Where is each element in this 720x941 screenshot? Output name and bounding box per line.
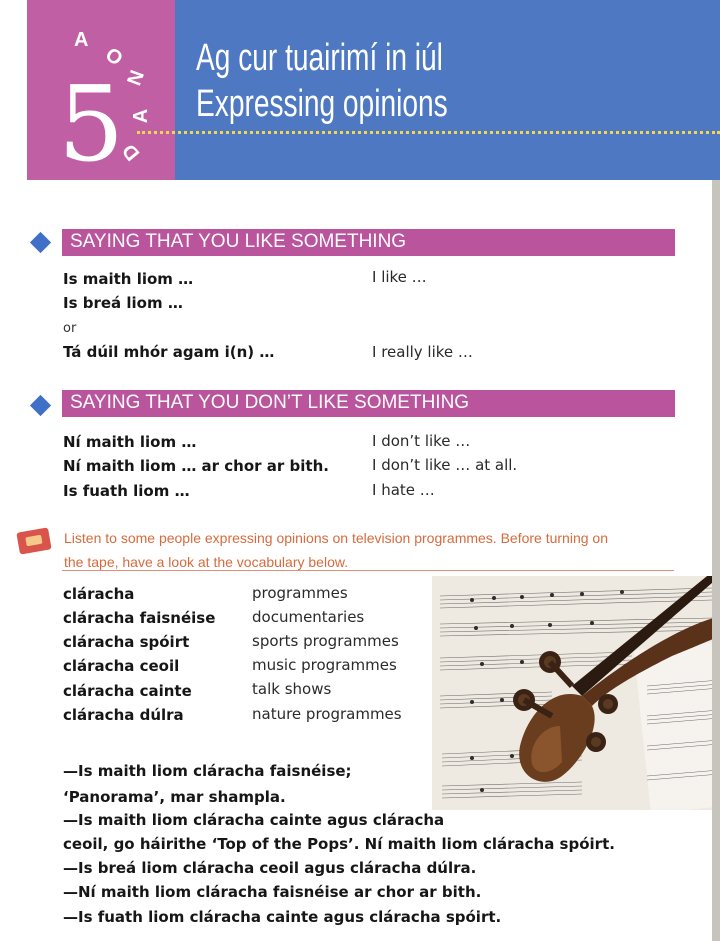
- dialogue-line: ‘Panorama’, mar shampla.: [63, 788, 286, 806]
- violin-sheet-music-image: [432, 576, 720, 810]
- vocab-irish: cláracha spóirt: [63, 633, 190, 651]
- dialogue-line: ceoil, go háirithe ‘Top of the Pops’. Ní maith liom cláracha spóirt.: [63, 835, 615, 853]
- instruction-line: the tape, have a look at the vocabulary below.: [64, 554, 349, 570]
- unit-title-english: Expressing opinions: [196, 83, 448, 125]
- phrase-connector: or: [63, 321, 77, 336]
- vocab-irish: cláracha ceoil: [63, 657, 180, 675]
- violin-on-sheet-music-illustration: [432, 576, 720, 810]
- vocab-english: talk shows: [252, 680, 332, 698]
- dialogue-line: —Is maith liom cláracha faisnéise;: [63, 762, 352, 780]
- phrase-english: I don’t like …: [372, 432, 471, 450]
- unit-header: [0, 0, 720, 185]
- dialogue-line: —Is fuath liom cláracha cainte agus cláracha spóirt.: [63, 908, 502, 926]
- dialogue-line: —Is breá liom cláracha ceoil agus cláracha dúlra.: [63, 859, 477, 877]
- phrase-irish: Is breá liom …: [63, 294, 183, 312]
- dialogue-line: —Is maith liom cláracha cainte agus cláracha: [63, 811, 445, 829]
- phrase-english: I like …: [372, 268, 427, 286]
- vocab-irish: cláracha cainte: [63, 682, 192, 700]
- section-heading-text: SAYING THAT YOU LIKE SOMETHING: [70, 231, 407, 252]
- cassette-tape-icon: [16, 527, 51, 554]
- phrase-irish: Ní maith liom …: [63, 433, 197, 451]
- phrase-irish: Is fuath liom …: [63, 482, 190, 500]
- instruction-underline: [62, 570, 674, 571]
- unit-word-letter: N: [123, 67, 150, 89]
- listening-instruction: [64, 526, 684, 574]
- vocab-english: programmes: [252, 584, 348, 602]
- vocab-irish: cláracha faisnéise: [63, 609, 216, 627]
- vocab-english: nature programmes: [252, 705, 402, 723]
- unit-number: 5: [58, 63, 125, 185]
- title-dotted-rule: [137, 131, 720, 134]
- unit-word-letter: A: [74, 29, 89, 51]
- phrase-english: I hate …: [372, 481, 435, 499]
- phrase-irish: Tá dúil mhór agam i(n) …: [63, 343, 275, 361]
- unit-title-irish: Ag cur tuairimí in iúl: [196, 37, 443, 79]
- section-diamond-icon: [30, 395, 51, 416]
- section-diamond-icon: [30, 232, 51, 253]
- section-heading-dislike: [62, 390, 675, 417]
- phrase-irish: Is maith liom …: [63, 270, 194, 288]
- unit-word-letter: D: [118, 139, 145, 165]
- page-edge-shadow: [712, 180, 720, 941]
- dialogue-line: —Ní maith liom cláracha faisnéise ar chor ar bith.: [63, 883, 482, 901]
- unit-word-letter: A: [130, 108, 153, 124]
- vocab-english: sports programmes: [252, 632, 399, 650]
- section-heading-like: [62, 229, 675, 256]
- instruction-line: Listen to some people expressing opinions on television programmes. Before turning on: [64, 530, 608, 546]
- unit-word-letter: O: [101, 43, 127, 71]
- phrase-english: I really like …: [372, 343, 473, 361]
- vocab-irish: cláracha dúlra: [63, 706, 184, 724]
- vocab-english: music programmes: [252, 656, 397, 674]
- vocab-english: documentaries: [252, 608, 365, 626]
- vocab-irish: cláracha: [63, 585, 135, 603]
- section-heading-text: SAYING THAT YOU DON’T LIKE SOMETHING: [70, 392, 470, 413]
- phrase-english: I don’t like … at all.: [372, 456, 518, 474]
- phrase-irish: Ní maith liom … ar chor ar bith.: [63, 457, 329, 475]
